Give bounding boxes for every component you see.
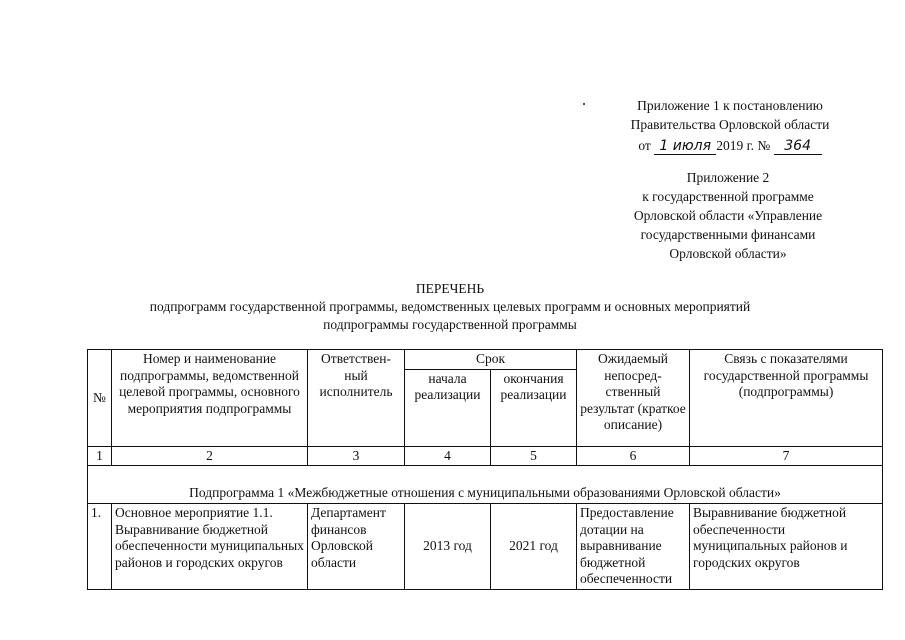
column-number: 1 <box>88 446 112 466</box>
row-start: 2013 год <box>405 504 491 590</box>
appendix-line-2: к государственной программе <box>642 189 814 204</box>
header-link: Связь с показателями государственной программы (подпрограммы) <box>690 350 883 447</box>
header-term: Срок <box>405 350 577 370</box>
approval-line-2: Правительства Орловской области <box>630 117 830 132</box>
header-start: начала реализации <box>405 369 491 446</box>
column-number: 4 <box>405 446 491 466</box>
title-line-2: подпрограмм государственной программы, ведомственных целевых программ и основных мероприятий <box>149 299 751 314</box>
appendix-line-4: государственными финансами <box>640 227 816 242</box>
handwritten-date: 1 июля <box>654 139 716 155</box>
row-end: 2021 год <box>491 504 577 590</box>
appendix-line-1: Приложение 2 <box>686 170 770 185</box>
column-number: 6 <box>577 446 690 466</box>
row-num: 1. <box>88 504 112 590</box>
column-number: 2 <box>112 446 308 466</box>
approval-from-label: от <box>638 138 651 153</box>
document-title <box>60 280 840 334</box>
column-numbers-row <box>88 446 883 466</box>
title-line-1: ПЕРЕЧЕНЬ <box>415 281 485 296</box>
header-num: № <box>88 350 112 447</box>
header-row-1 <box>88 350 883 370</box>
row-link: Выравнивание бюджетной обеспеченности муниципальных районов и городских округов <box>690 504 883 590</box>
subprogram-row <box>88 466 883 504</box>
title-line-3: подпрограммы государственной программы <box>323 317 577 332</box>
scan-speck <box>583 103 585 105</box>
approval-block <box>608 96 852 155</box>
row-result: Предоставление дотации на выравнивание бюджетной обеспеченности <box>577 504 690 590</box>
subprogram-title: Подпрограмма 1 «Межбюджетные отношения с муниципальными образованиями Орловской области» <box>88 466 883 504</box>
header-executor: Ответствен-ный исполнитель <box>308 350 405 447</box>
appendix-line-3: Орловской области «Управление <box>633 208 823 223</box>
appendix-block <box>612 168 844 263</box>
column-number: 5 <box>491 446 577 466</box>
approval-date-line <box>608 136 852 155</box>
table-row <box>88 504 883 590</box>
approval-year-text: 2019 г. № <box>716 138 771 153</box>
handwritten-number: 364 <box>774 139 822 155</box>
programs-table <box>87 349 883 590</box>
header-end: окончания реализации <box>491 369 577 446</box>
row-name: Основное мероприятие 1.1. Выравнивание бюджетной обеспеченности муниципальных районов и городских округов <box>112 504 308 590</box>
approval-line-1: Приложение 1 к постановлению <box>637 98 823 113</box>
appendix-line-5: Орловской области» <box>669 246 787 261</box>
header-result: Ожидаемый непосред-ственный результат (краткое описание) <box>577 350 690 447</box>
row-executor: Департамент финансов Орловской области <box>308 504 405 590</box>
column-number: 7 <box>690 446 883 466</box>
header-name: Номер и наименование подпрограммы, ведомственной целевой программы, основного мероприятия подпрограммы <box>112 350 308 447</box>
column-number: 3 <box>308 446 405 466</box>
